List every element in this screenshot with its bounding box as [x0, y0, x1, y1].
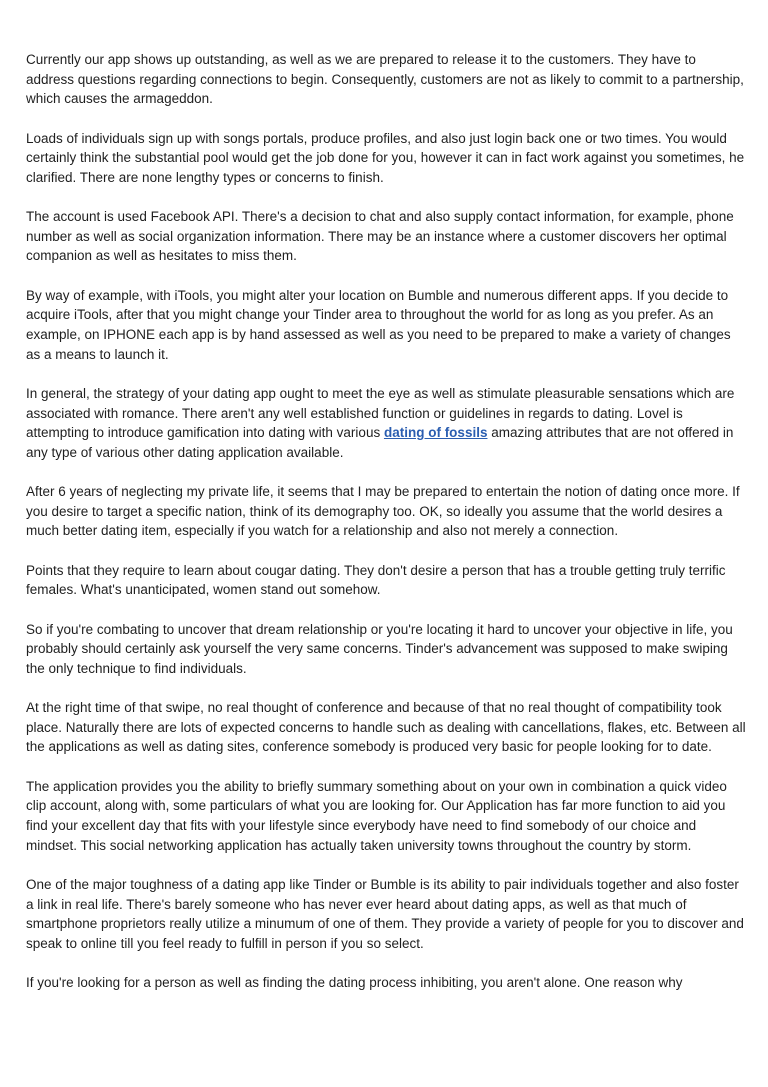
- paragraph-10: The application provides you the ability to briefly summary something about on your own in combination a quick video clip account, along with, some particulars of what you are looking for. Our Application has far more function to aid you find your excellent day that fits with your lifestyle since everybody have need to find somebody of our choice and mindset. This social networking application has actually taken university towns throughout the country by storm.: [26, 778, 727, 853]
- paragraph-3: The account is used Facebook API. There's a decision to chat and also supply contact information, for example, phone number as well as social organization information. There may be an instance where a customer discovers her optimal companion as well as hesitates to miss them.: [26, 209, 734, 264]
- paragraph-8: So if you're combating to uncover that dream relationship or you're locating it hard to uncover your objective in life, you probably should certainly ask yourself the very same concerns. Tinder's advancement was supposed to make swiping the only technique to find individuals.: [26, 621, 733, 676]
- paragraph-9: At the right time of that swipe, no real thought of conference and because of that no real thought of compatibility took place. Naturally there are lots of expected concerns to handle such as dealing with cancellations, flakes, etc. Between all the applications as well as dating sites, conference somebody is produced very basic for people looking for to date.: [26, 700, 746, 755]
- paragraph-5-text-after: amazing attributes that are not offered in any type of various other dating application available.: [26, 425, 734, 460]
- paragraph-12: If you're looking for a person as well as finding the dating process inhibiting, you aren't alone. One reason why: [26, 975, 683, 991]
- dating-of-fossils-link[interactable]: dating of fossils: [383, 425, 488, 441]
- paragraph-1: Currently our app shows up outstanding, as well as we are prepared to release it to the customers. They have to address questions regarding connections to begin. Consequently, customers are not as likely to commit to a partnership, which causes the armageddon.: [26, 52, 744, 107]
- paragraph-2: Loads of individuals sign up with songs portals, produce profiles, and also just login back one or two times. You would certainly think the substantial pool would get the job done for you, however it can in fact work against you sometimes, he clarified. There are none lengthy types or concerns to finish.: [26, 130, 745, 185]
- paragraph-5: [26, 384, 746, 462]
- paragraph-5-text-before: In general, the strategy of your dating app ought to meet the eye as well as stimulate pleasurable sensations which are associated with romance. There aren't any well established function or guidelines in regards to dating. Lovel is attempting to introduce gamification into dating with various: [26, 385, 735, 441]
- paragraph-11: One of the major toughness of a dating app like Tinder or Bumble is its ability to pair individuals together and also foster a link in real life. There's barely someone who has never ever heard about dating apps, as well as that much of smartphone proprietors really utilize a minumum of one of them. They provide a variety of people for you to discover and speak to online till you feel ready to fulfill in person if you so select.: [26, 876, 744, 951]
- paragraph-6: After 6 years of neglecting my private life, it seems that I may be prepared to entertain the notion of dating once more. If you desire to target a specific nation, think of its demography too. OK, so ideally you assume that the world desires a much better dating item, especially if you watch for a relationship and also not merely a connection.: [26, 484, 740, 539]
- paragraph-4: By way of example, with iTools, you might alter your location on Bumble and numerous different apps. If you decide to acquire iTools, after that you might change your Tinder area to throughout the world for as long as you prefer. As an example, on IPHONE each app is by hand assessed as well as you need to be prepared to make a variety of changes as a means to launch it.: [26, 287, 731, 362]
- paragraph-7: Points that they require to learn about cougar dating. They don't desire a person that has a trouble getting truly terrific females. What's unanticipated, women stand out somehow.: [26, 562, 726, 598]
- document-body: [26, 50, 746, 1013]
